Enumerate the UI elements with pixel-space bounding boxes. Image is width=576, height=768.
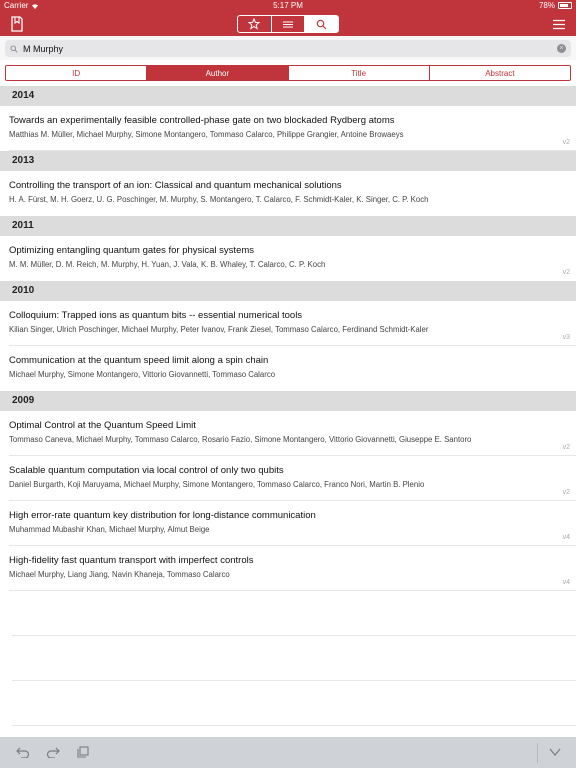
paper-authors: M. M. Müller, D. M. Reich, M. Murphy, H. Yuan, J. Vala, K. B. Whaley, T. Calarco, C. P. Koch [9, 260, 326, 269]
results-list [0, 86, 576, 726]
empty-row [12, 636, 576, 681]
list-icon [282, 19, 294, 29]
list-item[interactable] [9, 106, 576, 151]
paper-title: Communication at the quantum speed limit along a spin chain [9, 355, 269, 366]
battery-percent: 78% [538, 1, 555, 10]
version-label: v4 [562, 534, 570, 541]
battery-icon [558, 2, 572, 9]
star-icon [248, 18, 260, 30]
list-item[interactable] [9, 301, 576, 346]
undo-icon[interactable] [16, 746, 30, 758]
search-scope-control [5, 65, 571, 81]
view-segmented-control [237, 15, 339, 33]
carrier-label: Carrier [4, 1, 29, 10]
list-item[interactable] [9, 411, 576, 456]
chevron-down-icon[interactable] [548, 746, 562, 758]
section-header: 2013 [0, 151, 576, 171]
paper-title: Colloquium: Trapped ions as quantum bits -- essential numerical tools [9, 310, 303, 321]
paper-authors: Michael Murphy, Simone Montangero, Vittorio Giovannetti, Tommaso Calarco [9, 370, 276, 379]
paper-title: Optimizing entangling quantum gates for physical systems [9, 245, 255, 256]
version-label: v2 [562, 139, 570, 146]
section-header: 2011 [0, 216, 576, 236]
paper-title: Towards an experimentally feasible controlled-phase gate on two blockaded Rydberg atoms [9, 115, 395, 126]
toolbar-divider [537, 743, 538, 763]
version-label: v2 [562, 444, 570, 451]
list-item[interactable] [9, 236, 576, 281]
redo-icon[interactable] [46, 746, 60, 758]
section-header: 2009 [0, 391, 576, 411]
scope-tab-abstract[interactable]: Abstract [485, 68, 515, 78]
empty-row [12, 591, 576, 636]
paper-title: Optimal Control at the Quantum Speed Limit [9, 420, 196, 431]
search-tab[interactable] [305, 16, 338, 32]
copy-icon[interactable] [76, 746, 90, 758]
scope-tab-id[interactable]: ID [6, 66, 147, 80]
section-header: 2010 [0, 281, 576, 301]
version-label: v2 [562, 269, 570, 276]
paper-authors: Muhammad Mubashir Khan, Michael Murphy, Almut Beige [9, 525, 210, 534]
search-query: M Murphy [23, 43, 64, 54]
search-input[interactable] [5, 40, 571, 57]
paper-title: High error-rate quantum key distribution for long-distance communication [9, 510, 316, 521]
paper-authors: Daniel Burgarth, Koji Maruyama, Michael Murphy, Simone Montangero, Tommaso Calarco, Franco Nori, Martin B. Plenio [9, 480, 425, 489]
paper-authors: Michael Murphy, Liang Jiang, Navin Khaneja, Tommaso Calarco [9, 570, 230, 579]
paper-authors: Matthias M. Müller, Michael Murphy, Simone Montangero, Tommaso Calarco, Philippe Grangier, Antoine Browaeys [9, 130, 404, 139]
status-right [539, 1, 572, 10]
search-icon [316, 19, 327, 30]
list-item[interactable] [9, 546, 576, 591]
list-tab[interactable] [272, 16, 306, 32]
status-bar [0, 0, 576, 12]
top-navigation-bar [0, 0, 576, 36]
scope-tab-author[interactable]: Author [147, 66, 288, 80]
search-icon [10, 45, 18, 53]
paper-authors: Tommaso Caneva, Michael Murphy, Tommaso Calarco, Rosario Fazio, Simone Montangero, Vittorio Giovannetti, Giuseppe E. Santoro [9, 435, 472, 444]
search-bar-container [0, 36, 576, 60]
paper-authors: H. A. Fürst, M. H. Goerz, U. G. Poschinger, M. Murphy, S. Montangero, T. Calarco, F. Schmidt-Kaler, K. Singer, C. P. Koch [9, 195, 429, 204]
paper-authors: Kilian Singer, Ulrich Poschinger, Michael Murphy, Peter Ivanov, Frank Ziesel, Tommaso Calarco, Ferdinand Schmidt-Kaler [9, 325, 429, 334]
version-label: v3 [562, 334, 570, 341]
favorites-tab[interactable] [238, 16, 272, 32]
list-item[interactable] [9, 501, 576, 546]
clear-icon[interactable]: × [557, 44, 566, 53]
hamburger-icon[interactable] [552, 19, 566, 30]
section-header: 2014 [0, 86, 576, 106]
list-item[interactable] [9, 456, 576, 501]
status-time: 5:17 PM [273, 1, 303, 10]
scope-tab-title[interactable]: Title [289, 66, 430, 80]
paper-title: Scalable quantum computation via local control of only two qubits [9, 465, 284, 476]
book-icon[interactable] [10, 16, 24, 32]
bottom-toolbar [0, 737, 576, 768]
list-item[interactable] [9, 346, 576, 391]
list-item[interactable] [9, 171, 576, 216]
paper-title: Controlling the transport of an ion: Classical and quantum mechanical solutions [9, 180, 342, 191]
version-label: v2 [562, 489, 570, 496]
version-label: v4 [562, 579, 570, 586]
paper-title: High-fidelity fast quantum transport with imperfect controls [9, 555, 254, 566]
empty-row [12, 681, 576, 726]
